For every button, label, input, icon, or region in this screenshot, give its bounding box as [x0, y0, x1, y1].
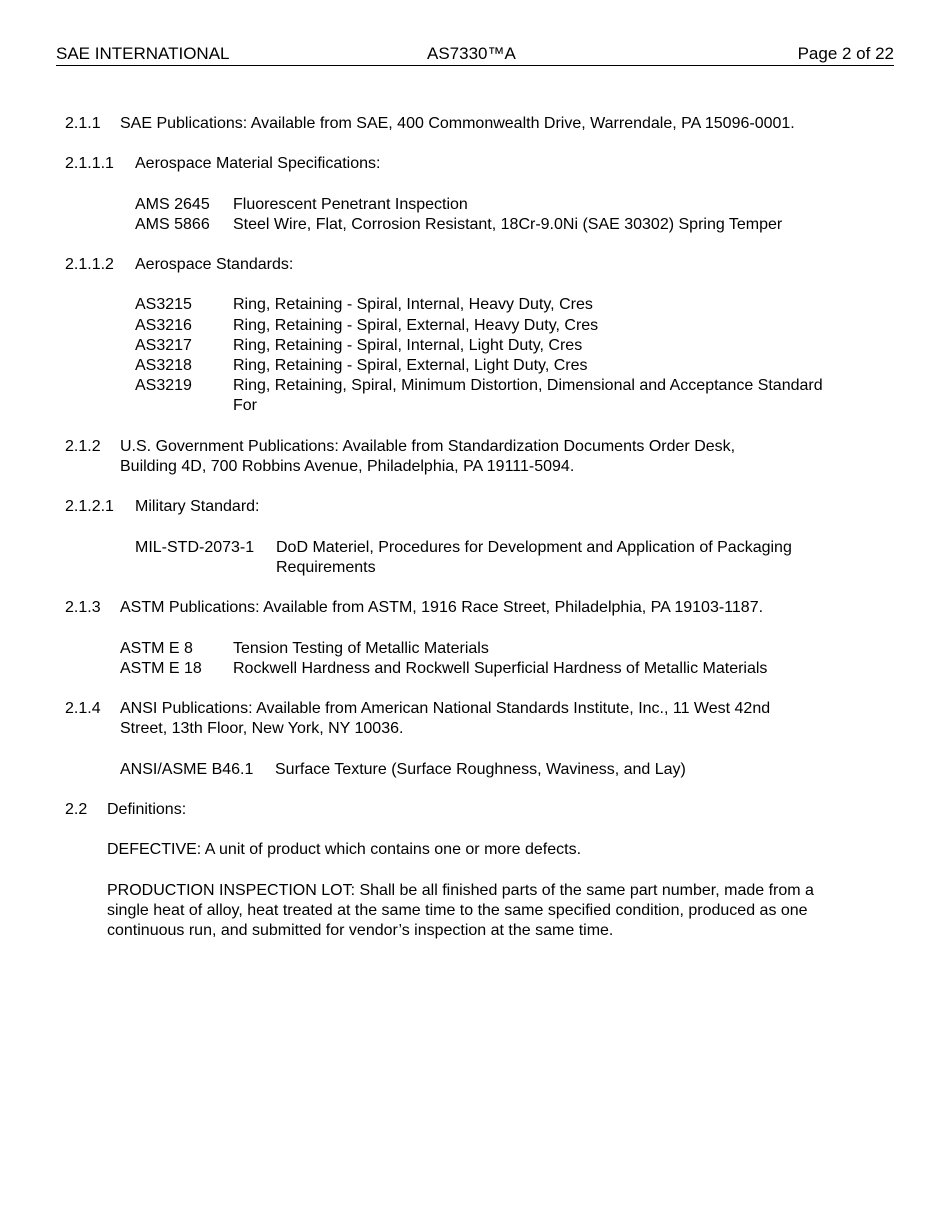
reference-title: Steel Wire, Flat, Corrosion Resistant, 18Cr-9.0Ni (SAE 30302) Spring Temper — [233, 216, 783, 233]
reference-code: AS3218 — [135, 357, 192, 374]
section-title: Aerospace Material Specifications: — [135, 155, 381, 172]
reference-code: ASTM E 18 — [120, 660, 202, 677]
header-document-number: AS7330™A — [427, 44, 516, 63]
section-number: 2.1.2 — [65, 438, 101, 455]
reference-title: Ring, Retaining - Spiral, Internal, Heavy Duty, Cres — [233, 296, 593, 313]
section-text-line-2: Building 4D, 700 Robbins Avenue, Philadelphia, PA 19111-5094. — [120, 458, 575, 475]
reference-title: Ring, Retaining, Spiral, Minimum Distortion, Dimensional and Acceptance Standard — [233, 377, 823, 394]
reference-code: ASTM E 8 — [120, 640, 193, 657]
reference-code: MIL-STD-2073-1 — [135, 539, 255, 556]
reference-title: Ring, Retaining - Spiral, Internal, Light Duty, Cres — [233, 337, 583, 354]
section-number: 2.2 — [65, 801, 88, 818]
section-number: 2.1.2.1 — [65, 498, 114, 515]
section-number: 2.1.1.1 — [65, 155, 114, 172]
section-text-line-1: U.S. Government Publications: Available from Standardization Documents Order Desk, — [120, 438, 736, 455]
reference-code: AMS 5866 — [135, 216, 210, 233]
section-title: Definitions: — [107, 801, 187, 818]
section-title: Military Standard: — [135, 498, 260, 515]
header-organization: SAE INTERNATIONAL — [56, 44, 230, 63]
reference-code: AS3217 — [135, 337, 192, 354]
section-title: Aerospace Standards: — [135, 256, 294, 273]
reference-code: ANSI/ASME B46.1 — [120, 761, 254, 778]
reference-title-continuation: For — [233, 397, 257, 414]
reference-title: Ring, Retaining - Spiral, External, Heavy Duty, Cres — [233, 317, 599, 334]
section-text-line-1: ANSI Publications: Available from American National Standards Institute, Inc., 11 West 42nd — [120, 700, 771, 717]
section-number: 2.1.3 — [65, 599, 101, 616]
definition-lot-line-1: PRODUCTION INSPECTION LOT: Shall be all finished parts of the same part number, made from a — [107, 882, 814, 899]
header-page-number: Page 2 of 22 — [797, 44, 894, 63]
reference-title: Ring, Retaining - Spiral, External, Light Duty, Cres — [233, 357, 588, 374]
reference-title: Tension Testing of Metallic Materials — [233, 640, 489, 657]
section-number: 2.1.1 — [65, 115, 101, 132]
reference-code: AS3215 — [135, 296, 192, 313]
section-text: ASTM Publications: Available from ASTM, 1916 Race Street, Philadelphia, PA 19103-1187. — [120, 599, 764, 616]
reference-title: Surface Texture (Surface Roughness, Waviness, and Lay) — [275, 761, 686, 778]
definition-lot-line-3: continuous run, and submitted for vendor’s inspection at the same time. — [107, 922, 614, 939]
reference-title: DoD Materiel, Procedures for Development and Application of Packaging — [276, 539, 792, 556]
reference-code: AS3219 — [135, 377, 192, 394]
reference-title: Rockwell Hardness and Rockwell Superficial Hardness of Metallic Materials — [233, 660, 768, 677]
reference-title: Fluorescent Penetrant Inspection — [233, 196, 468, 213]
section-number: 2.1.4 — [65, 700, 101, 717]
reference-code: AMS 2645 — [135, 196, 210, 213]
page-header — [56, 44, 894, 66]
reference-code: AS3216 — [135, 317, 192, 334]
definition-defective: DEFECTIVE: A unit of product which contains one or more defects. — [107, 841, 582, 858]
section-text-line-2: Street, 13th Floor, New York, NY 10036. — [120, 720, 404, 737]
definition-lot-line-2: single heat of alloy, heat treated at the same time to the same specified condition, produced as one — [107, 902, 808, 919]
section-number: 2.1.1.2 — [65, 256, 114, 273]
section-text: SAE Publications: Available from SAE, 400 Commonwealth Drive, Warrendale, PA 15096-0001. — [120, 115, 795, 132]
reference-title-continuation: Requirements — [276, 559, 376, 576]
